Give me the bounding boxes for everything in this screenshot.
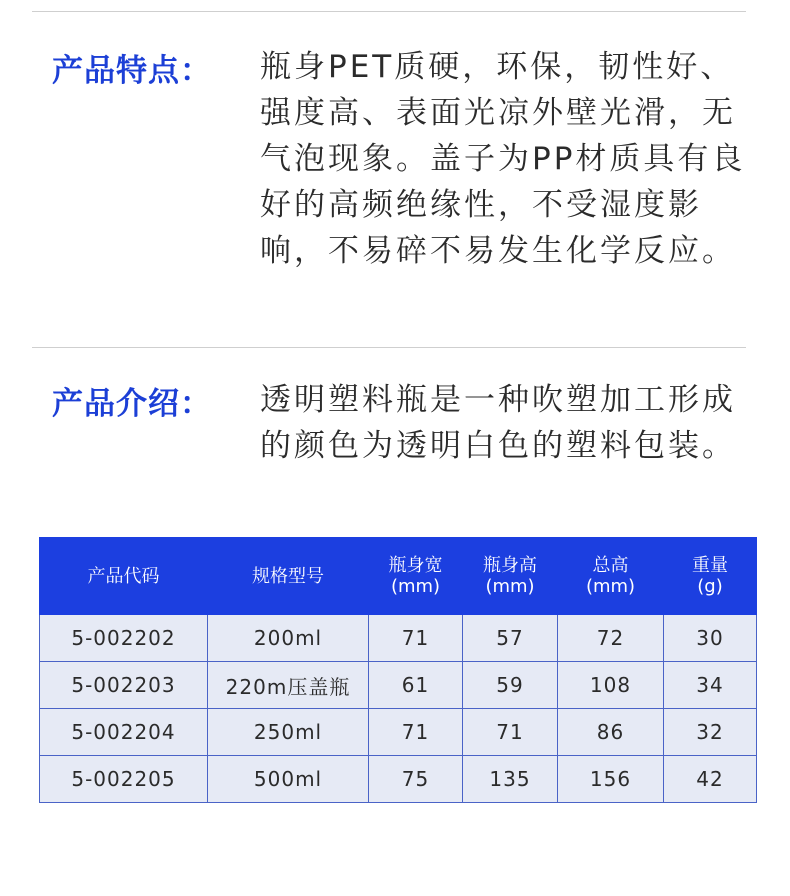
- cell-weight: 42: [664, 756, 757, 803]
- cell-spec-model: 250ml: [208, 709, 369, 756]
- middle-divider: [32, 347, 746, 348]
- cell-body-width: 71: [369, 709, 463, 756]
- features-label: 产品特点：: [52, 53, 212, 89]
- features-text: 瓶身PET质硬，环保，韧性好、强度高、表面光凉外壁光滑，无气泡现象。盖子为PP材质具有良好的高频绝缘性，不受湿度影响，不易碎不易发生化学反应。: [260, 49, 746, 269]
- header-total-height: 总高 (mm): [558, 538, 664, 615]
- cell-body-width: 61: [369, 662, 463, 709]
- cell-spec-model: 220m压盖瓶: [208, 662, 369, 709]
- cell-body-height: 71: [463, 709, 558, 756]
- cell-product-code: 5-002203: [40, 662, 208, 709]
- cell-product-code: 5-002205: [40, 756, 208, 803]
- cell-weight: 34: [664, 662, 757, 709]
- cell-body-height: 59: [463, 662, 558, 709]
- cell-body-width: 75: [369, 756, 463, 803]
- cell-body-height: 135: [463, 756, 558, 803]
- cell-total-height: 156: [558, 756, 664, 803]
- header-product-code: 产品代码: [40, 538, 208, 615]
- header-spec-model: 规格型号: [208, 538, 369, 615]
- cell-spec-model: 200ml: [208, 615, 369, 662]
- cell-spec-model: 500ml: [208, 756, 369, 803]
- cell-body-height: 57: [463, 615, 558, 662]
- header-body-width: 瓶身宽 (mm): [369, 538, 463, 615]
- table-row: [40, 662, 757, 709]
- header-weight: 重量 (g): [664, 538, 757, 615]
- header-body-height: 瓶身高 (mm): [463, 538, 558, 615]
- cell-body-width: 71: [369, 615, 463, 662]
- top-divider: [32, 11, 746, 12]
- cell-product-code: 5-002202: [40, 615, 208, 662]
- cell-weight: 30: [664, 615, 757, 662]
- table-row: [40, 756, 757, 803]
- table-row: [40, 709, 757, 756]
- intro-text: 透明塑料瓶是一种吹塑加工形成的颜色为透明白色的塑料包装。: [260, 382, 736, 464]
- cell-weight: 32: [664, 709, 757, 756]
- spec-table: [39, 537, 757, 803]
- table-row: [40, 615, 757, 662]
- table-header-row: [40, 538, 757, 615]
- cell-total-height: 108: [558, 662, 664, 709]
- cell-product-code: 5-002204: [40, 709, 208, 756]
- intro-label: 产品介绍：: [52, 386, 212, 422]
- cell-total-height: 86: [558, 709, 664, 756]
- cell-total-height: 72: [558, 615, 664, 662]
